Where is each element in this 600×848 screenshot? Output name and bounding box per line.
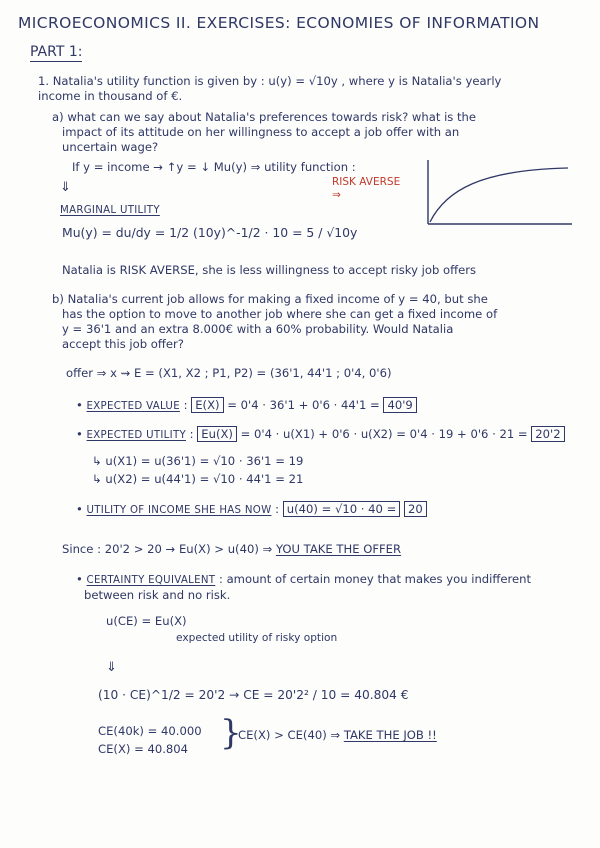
qb-line-4: accept this job offer? [62, 337, 184, 351]
certainty-equivalent-row: • CERTAINTY EQUIVALENT : amount of certain money that makes you indifferent [76, 572, 532, 586]
since-line: Since : 20'2 > 20 → Eu(X) > u(40) ⇒ [62, 542, 273, 556]
ce-40k: CE(40k) = 40.000 [98, 724, 202, 738]
offer-line: offer ⇒ x ⇝ E = (X1, X2 ; P1, P2) = (36'1, 44'1 ; 0'4, 0'6) [66, 366, 392, 380]
un-label: UTILITY OF INCOME SHE HAS NOW [86, 505, 272, 516]
since-row [62, 542, 401, 557]
ev-box: E(X) [191, 397, 223, 413]
risk-averse-note: RISK AVERSE ⇒ [332, 176, 401, 201]
qb-line-1: b) Natalia's current job allows for making a fixed income of y = 40, but she [52, 292, 488, 306]
take-offer: YOU TAKE THE OFFER [275, 542, 402, 556]
ux2-line: ↳ u(X2) = u(44'1) = √10 · 44'1 = 21 [92, 472, 304, 486]
ev-label: EXPECTED VALUE [86, 401, 180, 412]
ce-compare: CE(X) > CE(40) ⇒ [238, 728, 341, 742]
curly-brace: } [220, 713, 242, 753]
down-arrow: ⇓ [60, 180, 71, 195]
ev-rest: = 0'4 · 36'1 + 0'6 · 44'1 = [227, 398, 380, 412]
utility-now-row: • UTILITY OF INCOME SHE HAS NOW : u(40) = √10 · 40 = 20 [76, 502, 427, 518]
qa-line-3: uncertain wage? [62, 140, 159, 154]
expected-value-row: • EXPECTED VALUE : E(X) = 0'4 · 36'1 + 0'6 · 44'1 = 40'9 [76, 398, 417, 414]
qa-line-2: impact of its attitude on her willingness to accept a job offer with an [62, 125, 460, 139]
qa-line-1: a) what can we say about Natalia's preferences towards risk? what is the [52, 110, 477, 124]
page-title: MICROECONOMICS II. EXERCISES: ECONOMIES OF INFORMATION [18, 14, 540, 32]
q1-line-2: income in thousand of €. [38, 89, 183, 103]
marginal-utility-label: MARGINAL UTILITY [60, 205, 160, 216]
ux1-line: ↳ u(X1) = u(36'1) = √10 · 36'1 = 19 [92, 454, 304, 468]
qb-line-3: y = 36'1 and an extra 8.000€ with a 60% probability. Would Natalia [62, 322, 454, 336]
ce-x: CE(X) = 40.804 [98, 742, 189, 756]
uce-line: u(CE) = Eu(X) [106, 614, 187, 628]
eu-box: Eu(X) [197, 426, 237, 442]
eu-label: EXPECTED UTILITY [86, 430, 186, 441]
ev-result: 40'9 [383, 397, 416, 413]
part-heading: PART 1: [30, 44, 83, 60]
ce-calculation: (10 · CE)^1/2 = 20'2 → CE = 20'2² / 10 = 40.804 € [98, 688, 409, 702]
qb-line-2: has the option to move to another job where she can get a fixed income of [62, 307, 498, 321]
mu-formula: Mu(y) = du/dy = 1/2 (10y)^-1/2 · 10 = 5 / √10y [62, 225, 358, 240]
uce-note: expected utility of risky option [176, 632, 338, 644]
eu-result: 20'2 [531, 426, 564, 442]
concave-utility-graph [426, 160, 574, 226]
expected-utility-row: • EXPECTED UTILITY : Eu(X) = 0'4 · u(X1) + 0'6 · u(X2) = 0'4 · 19 + 0'6 · 21 = 20'2 [76, 427, 565, 443]
ce-def-1: : amount of certain money that makes you indifferent [218, 572, 532, 586]
ce-def-2: between risk and no risk. [84, 588, 231, 602]
take-job: TAKE THE JOB !! [343, 728, 437, 742]
un-result: 20 [404, 501, 427, 517]
down-arrow-2: ⇓ [106, 660, 117, 675]
ce-label: CERTAINTY EQUIVALENT [86, 575, 216, 586]
un-box: u(40) = √10 · 40 = [283, 501, 401, 517]
eu-rest: = 0'4 · u(X1) + 0'6 · u(X2) = 0'4 · 19 + 0'6 · 21 = [240, 427, 528, 441]
q1-line-1: 1. Natalia's utility function is given by : u(y) = √10y , where y is Natalia's yearly [38, 74, 502, 88]
natalia-risk-statement: Natalia is RISK AVERSE, she is less willingness to accept risky job offers [62, 263, 477, 277]
if-income-line: If y = income → ↑y = ↓ Mu(y) ⇒ utility function : [72, 160, 356, 174]
ce-compare-row [238, 728, 437, 743]
